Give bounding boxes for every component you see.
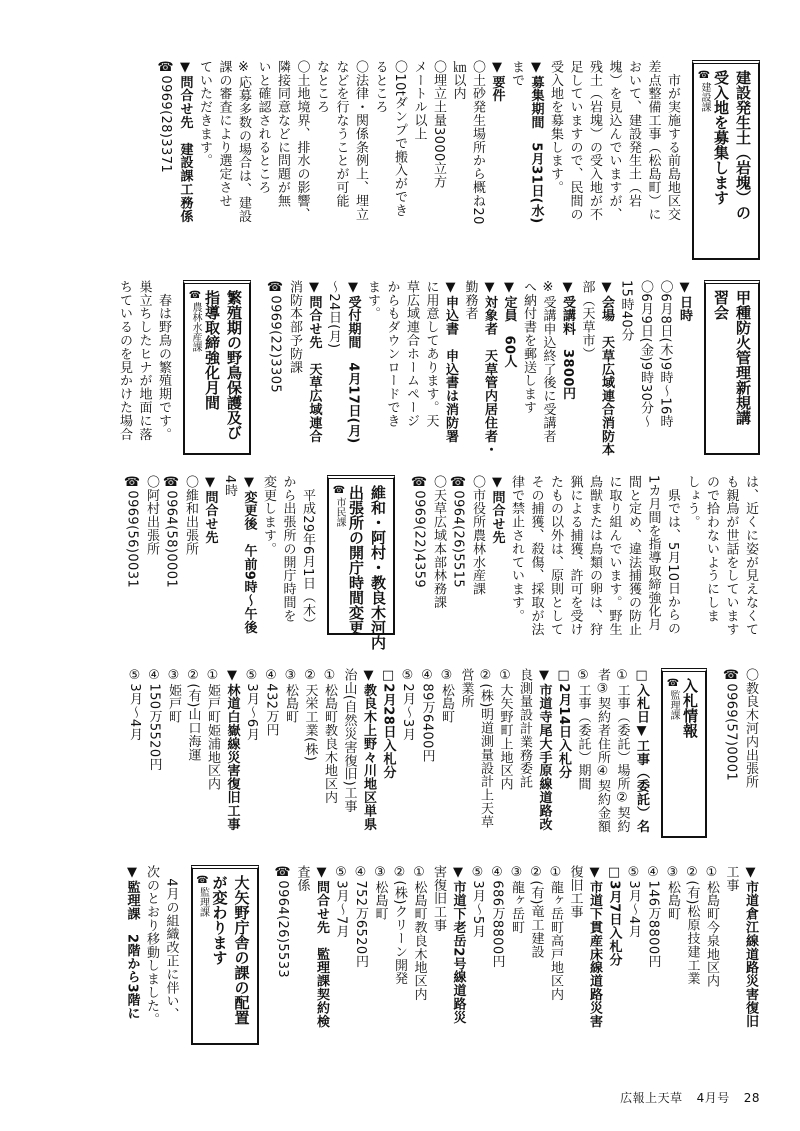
body-line: ☎0964(58)0001 (163, 475, 179, 589)
body-line: ⑤3月～4月 (127, 668, 142, 741)
body-line: ②(株)明道測量設計上天草 (478, 668, 493, 829)
body-line: ③松島町 (439, 668, 454, 724)
article-birds (115, 280, 252, 475)
body-line: ③姫戸町 (166, 668, 181, 724)
body-line: 〇教良木河内出張所 (743, 668, 758, 789)
body-line: おいて、建設発生土（岩 (626, 60, 641, 208)
article-body (265, 280, 694, 475)
publication-name: 広報上天草 (620, 1091, 683, 1105)
body-line: 〇埋立土量3000立方 (431, 60, 446, 189)
body-line: 課の審査により選定させ (216, 60, 232, 208)
body-line: ▼日時 (677, 280, 692, 323)
body-line: ④432万円 (263, 668, 279, 737)
body-line: 〇10tダンプで搬入ができ (392, 60, 407, 217)
body-line: ▼変更後 午前9時～午後 (241, 475, 257, 634)
body-line: ☎0969(22)4359 (411, 475, 427, 589)
body-line: 4時 (222, 475, 237, 498)
body-line: 1カ月間を指導取締強化月 (645, 475, 661, 632)
body-line: 部（天草市） (579, 280, 595, 361)
band-5 (70, 865, 760, 1065)
body-line: 害復旧工事 (431, 865, 446, 932)
body-line: 県では、5月10日からの (665, 475, 680, 636)
body-line: ▼受付期間 4月17日(月) (345, 280, 361, 444)
body-line: ▼対象者 天草管内居住者・ (482, 280, 497, 457)
body-line: ▼要件 (489, 60, 505, 103)
body-line: 〇市役所農林水産課 (470, 475, 485, 596)
body-line: 受入地を募集します。 (548, 60, 563, 194)
body-line: 〇阿村出張所 (144, 475, 159, 556)
band-4 (70, 668, 760, 858)
body-line: 春は野鳥の繁殖期です。 (156, 280, 171, 441)
dept-label: ☎ 農林水産課 (189, 290, 201, 352)
body-line: □入札日▼工事（委託）名 (634, 668, 649, 833)
article-title: 大矢野庁舎の課の配置 が変わります ☎ 監理課 (191, 865, 259, 1045)
body-line: 良測量設計業務委託 (517, 668, 532, 789)
body-line: ▼受講料 3800円 (560, 280, 575, 401)
body-line: ②(有)山口海運 (185, 668, 201, 762)
body-line: 勤務者 (462, 280, 478, 321)
article-title: 入札情報 ☎ 監理課 (661, 668, 707, 838)
body-line: しょう。 (684, 475, 700, 529)
body-line: まで (509, 60, 524, 87)
article-body (273, 865, 761, 1065)
body-line: ～24日(月) (326, 280, 341, 349)
article-body (156, 60, 683, 280)
phone-icon: ☎ (197, 875, 208, 886)
body-line: ☎0969(57)0001 (723, 668, 739, 782)
body-line: ㎞以内 (450, 60, 466, 101)
body-line: ①大矢野町上地区内 (497, 668, 513, 791)
article-title: 建設発生土（岩塊）の 受入地を募集します ☎ 建設課 (692, 60, 760, 260)
body-line: 〇維和出張所 (183, 475, 198, 556)
body-line: ☎0969(22)3305 (267, 280, 283, 394)
body-line: ▼問合せ先 監理課契約検 (314, 865, 329, 1028)
body-line: などを行なうことが可能 (333, 60, 349, 208)
body-line: 間と定め、違法捕獲の防止 (626, 475, 641, 636)
body-line: 治山(自然災害復旧)工事 (341, 668, 357, 813)
body-line: 差点整備工事（松島町）に (645, 60, 661, 221)
body-line: 足していますので、民間の (567, 60, 583, 221)
body-line: ⑤3月～7月 (333, 865, 349, 938)
body-line: 草広域連合ホームページ (404, 280, 419, 428)
body-line: なところ (314, 60, 329, 114)
body-line: ▼問合せ先 (202, 475, 218, 544)
article-title: 繁殖期の野鳥保護及び 指導取締強化月間 ☎ 農林水産課 (183, 280, 251, 455)
body-line: に取り組んでいます。野生 (606, 475, 622, 636)
body-line: ▼定員 60人 (501, 280, 517, 368)
body-line: 消防本部予防課 (287, 280, 302, 374)
body-line: ③松島町 (372, 865, 388, 921)
body-line: ①松島町教良木地区内 (322, 668, 337, 804)
body-line: から出張所の開庁時間を (280, 475, 296, 623)
body-line: ④686万8800円 (489, 865, 505, 968)
page-number: 28 (743, 1091, 760, 1105)
body-line: 〇法律・関係条例上、埋立 (353, 60, 368, 221)
phone-icon: ☎ (333, 485, 345, 496)
dept-label: ☎ 監理課 (197, 875, 209, 917)
body-line: へ納付書を郵送します (521, 280, 536, 414)
body-line: ▼申込書 申込書は消防署 (443, 280, 458, 443)
page-footer (606, 1089, 760, 1106)
article-soil (156, 60, 761, 280)
body-line: ①松島町今泉地区内 (704, 865, 719, 988)
body-line: 者③契約者住所④契約金額 (595, 668, 610, 833)
phone-icon: ☎ (189, 290, 201, 301)
article-body (122, 865, 181, 1065)
body-line: その捕獲、殺傷、採取が法 (528, 475, 544, 636)
article-office (122, 475, 395, 655)
body-line: ④752万6520円 (353, 865, 368, 968)
body-line: からもダウンロードでき (384, 280, 400, 428)
phone-icon: ☎ (667, 678, 679, 689)
body-line: ▼市道寺尾大手原線道路改 (536, 668, 552, 831)
body-line: も親鳥が世話をしています (723, 475, 739, 636)
body-line: ※受講申込終了後に受講者 (540, 280, 556, 443)
body-line: 律で禁止されています。 (509, 475, 524, 623)
body-line: 〇6月8日(木)9時～16時 (657, 280, 673, 429)
body-line: ②天栄工業(株) (302, 668, 318, 762)
body-line: ☎0969(56)0031 (124, 475, 140, 589)
body-line: いと確認されるところ (255, 60, 271, 194)
article-office-cont (721, 668, 760, 858)
body-line: ⑤工事（委託）期間 (575, 668, 591, 791)
article-body (721, 668, 760, 858)
body-line: ので拾わないようにしま (704, 475, 719, 623)
body-line: ▼問合せ先 建設課工務係 (177, 60, 193, 223)
dept-label: ☎ 建設課 (698, 70, 710, 112)
body-line: 〇土砂発生場所から概ね20 (470, 60, 485, 225)
body-line: □2月28日入札分 (380, 668, 396, 779)
article-bids-cont (273, 865, 761, 1065)
article-body (125, 668, 652, 858)
article-title: 維和・阿村・教良木河内 出張所の開庁時間変更 ☎ 市民課 (327, 475, 395, 635)
body-line: ▼林道白嶽線災害復旧工事 (224, 668, 240, 831)
body-line: ▼監理課 2階から3階に (124, 865, 140, 1020)
body-line: 塊）を見込んでいますが、 (606, 60, 622, 221)
body-line: 市が実施する前島地区交 (665, 60, 680, 221)
dept-label: ☎ 市民課 (333, 485, 345, 527)
body-line: ①松島町教良木地区内 (411, 865, 427, 1001)
body-line: ☎0964(26)5515 (450, 475, 466, 589)
body-line: 工事 (723, 865, 739, 892)
body-line: ▼問合せ先 天草広域連合 (306, 280, 322, 443)
body-line: ③松島町 (665, 865, 680, 921)
body-line: ていただきます。 (197, 60, 212, 168)
body-line: 復旧工事 (567, 865, 583, 919)
body-line: ちているのを見かけた場合 (117, 280, 132, 441)
body-line: ▼教良木上野々川地区単県 (361, 668, 376, 831)
dept-label: ☎ 監理課 (667, 678, 679, 720)
body-line: 〇土地境界、排水の影響、 (294, 60, 310, 221)
body-line: ③松島町 (283, 668, 298, 724)
body-line: たもの以外は、原則として (548, 475, 563, 636)
band-1 (70, 60, 760, 280)
article-title: 甲種防火管理新規講 習会 (704, 280, 760, 455)
article-body (115, 280, 174, 475)
body-line: ④150万5520円 (146, 668, 162, 771)
body-line: 15時40分 (618, 280, 634, 342)
band-2 (70, 280, 760, 475)
body-line: □2月14日入札分 (556, 668, 571, 779)
body-line: 平成29年6月1日（木） (300, 475, 315, 631)
body-line: ②(有)松原技建工業 (684, 865, 700, 986)
body-line: ①工事（委託）場所②契約 (614, 668, 630, 833)
body-line: 変更します。 (261, 475, 276, 556)
body-line: ▼市道下老岳2号線道路災 (450, 865, 466, 1024)
body-line: 〇天草広域本部林務課 (431, 475, 446, 609)
body-line: 猟による捕獲、許可を受け (567, 475, 583, 636)
body-line: □3月7日入札分 (606, 865, 622, 967)
body-line: ②(株)クリーン開発 (392, 865, 407, 986)
body-line: ⑤2月～3月 (400, 668, 415, 741)
phone-icon: ☎ (698, 70, 710, 81)
body-line: ⑤3月～6月 (244, 668, 259, 741)
body-line: 査係 (294, 865, 310, 892)
body-line: ☎0969(28)3371 (158, 60, 173, 174)
article-body (122, 475, 317, 655)
body-line: ①龍ヶ岳町高戸地区内 (548, 865, 563, 1001)
issue-label: 4月号 (696, 1091, 730, 1105)
body-line: 4月の組織改正に伴い、 (163, 865, 179, 1022)
body-line: ⑤3月～5月 (470, 865, 485, 938)
body-line: ます。 (365, 280, 380, 321)
body-line: 鳥獣または鳥類の卵は、狩 (587, 475, 602, 636)
article-bids (125, 668, 708, 858)
body-line: ⑤3月～4月 (626, 865, 641, 938)
body-line: ▼会場 天草広域連合消防本 (599, 280, 614, 457)
article-body (409, 475, 760, 655)
body-line: るところ (372, 60, 388, 114)
body-line: ③龍ヶ岳町 (509, 865, 524, 934)
body-line: ▼市道倉江線道路災害復旧 (743, 865, 758, 1028)
body-line: 隣接同意などに問題が無 (275, 60, 290, 208)
body-line: ▼市道下貫産床線道路災害 (587, 865, 602, 1028)
body-line: メートル以上 (411, 60, 427, 141)
body-line: に用意してあります。天 (423, 280, 439, 428)
article-fire (265, 280, 760, 475)
body-line: 残土（岩塊）の受入地が不 (587, 60, 602, 221)
body-line: ④146万8800円 (645, 865, 661, 968)
body-line: ▼募集期間 5月31日(水) (528, 60, 544, 224)
body-line: 営業所 (458, 668, 474, 709)
body-line: ☎0964(26)5533 (275, 865, 290, 979)
body-line: 巣立ちしたヒナが地面に落 (136, 280, 152, 441)
body-line: 〇6月9日(金)9時30分～ (638, 280, 653, 429)
body-line: ④89万6400円 (419, 668, 435, 763)
body-line: ▼問合せ先 (489, 475, 505, 544)
article-birds-cont (409, 475, 760, 655)
article-kanri (122, 865, 259, 1065)
body-line: 次のとおり移動しました。 (144, 865, 159, 1026)
band-3 (70, 475, 760, 655)
body-line: は、近くに姿が見えなくて (743, 475, 758, 636)
body-line: ①姫戸町姫浦地区内 (205, 668, 220, 791)
body-line: ※応募多数の場合は、建設 (236, 60, 251, 223)
body-line: ②(有)竜工建設 (528, 865, 544, 959)
